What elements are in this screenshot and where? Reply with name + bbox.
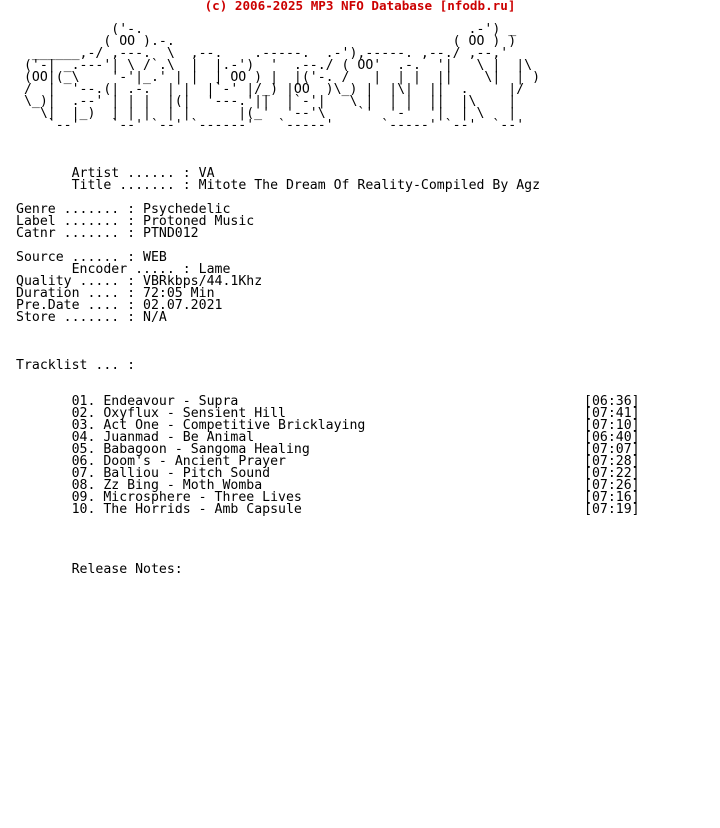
nfodb-credit: (c) 2006-2025 MP3 NFO Database [nfodb.ru] [204,0,516,13]
track-number: 06. [71,454,96,469]
track-number: 08. [71,478,96,493]
title-row [16,180,656,192]
logo-line: ('-| _.---'| \ /`.\ | |.-') ' .--./ ( OO' .-. '| \ | |\ [16,58,533,73]
logo-line: \_)| .--' | | | |(| '---.'|| |`-'| \ | | | || |\ | [16,94,517,109]
logo-line: ('-. .-') _ [16,22,517,37]
track-name: Zz Bing - Moth Womba [103,478,263,493]
encoder-label: Encoder ..... : [71,262,191,277]
track-name: Balliou - Pitch Sound [103,466,271,481]
genre-label: Genre ....... : [16,202,136,217]
artist-value: VA [198,166,215,181]
logo-line: ______,-/ ,---. \ ,--. .-----. .-'),-----. ,--./ ,--,' [16,46,509,61]
track-duration: [06:40] [584,430,640,445]
ascii-logo [16,24,540,132]
duration-value: 72:05 Min [143,286,215,301]
source-label: Source ...... : [16,250,136,265]
track-number: 02. [71,406,96,421]
source-value: WEB [143,250,167,265]
track-duration: [07:41] [584,406,640,421]
track-name: Microsphere - Three Lives [103,490,302,505]
track-name: Juanmad - Be Animal [103,430,255,445]
logo-line: / | '--.(| .-. | | |`-' |/_) |OO )\_) | |\| || . |/ [16,82,525,97]
label-label: Label ....... : [16,214,136,229]
artist-label: Artist ...... : [71,166,191,181]
logo-line: ( OO ).-. ( OO ) ) [16,34,517,49]
track-name: Act One - Competitive Bricklaying [103,418,366,433]
catnr-row [16,228,656,240]
track-duration: [07:26] [584,478,640,493]
track-number: 01. [71,394,96,409]
track-name: The Horrids - Amb Capsule [103,502,302,517]
quality-value: VBRkbps/44.1Khz [143,274,263,289]
track-name: Endeavour - Supra [103,394,239,409]
logo-line: `--' `--' `--' `------' `-----' `-----' `--' `--' [16,118,525,133]
title-label: Title ....... : [71,178,191,193]
track-number: 04. [71,430,96,445]
track-number: 03. [71,418,96,433]
track-number: 07. [71,466,96,481]
track-number: 10. [71,502,96,517]
track-duration: [07:28] [584,454,640,469]
predate-value: 02.07.2021 [143,298,223,313]
catnr-label: Catnr ....... : [16,226,136,241]
track-row [16,504,656,516]
release-notes-label: Release Notes: [71,562,183,577]
track-duration: [07:10] [584,418,640,433]
store-value: N/A [143,310,167,325]
track-duration: [07:16] [584,490,640,505]
track-duration: [06:36] [584,394,640,409]
store-row [16,312,656,324]
store-label: Store ....... : [16,310,136,325]
encoder-value: Lame [198,262,231,277]
logo-line: (OO|(_\ '-'|_.' | | | OO ) | |('-. / | | | || \| | ) [16,70,541,85]
nfo-body [16,168,656,576]
track-name: Oxyflux - Sensient Hill [103,406,286,421]
track-duration: [07:07] [584,442,640,457]
track-name: Doom's - Ancient Prayer [103,454,286,469]
catnr-value: PTND012 [143,226,199,241]
label-value: Protoned Music [143,214,255,229]
track-duration: [07:19] [584,502,640,517]
quality-label: Quality ..... : [16,274,136,289]
duration-label: Duration .... : [16,286,136,301]
track-number: 09. [71,490,96,505]
release-notes-heading [16,564,656,576]
predate-label: Pre.Date .... : [16,298,136,313]
logo-line: \| |_) | | | | | |(_' '--'\ `' '-' '| | \ | [16,106,517,121]
genre-value: Psychedelic [143,202,231,217]
track-duration: [07:22] [584,466,640,481]
track-number: 05. [71,442,96,457]
track-name: Babagoon - Sangoma Healing [103,442,310,457]
title-value: Mitote The Dream Of Reality-Compiled By Agz [198,178,541,193]
tracklist-heading: Tracklist ... : [16,358,136,373]
